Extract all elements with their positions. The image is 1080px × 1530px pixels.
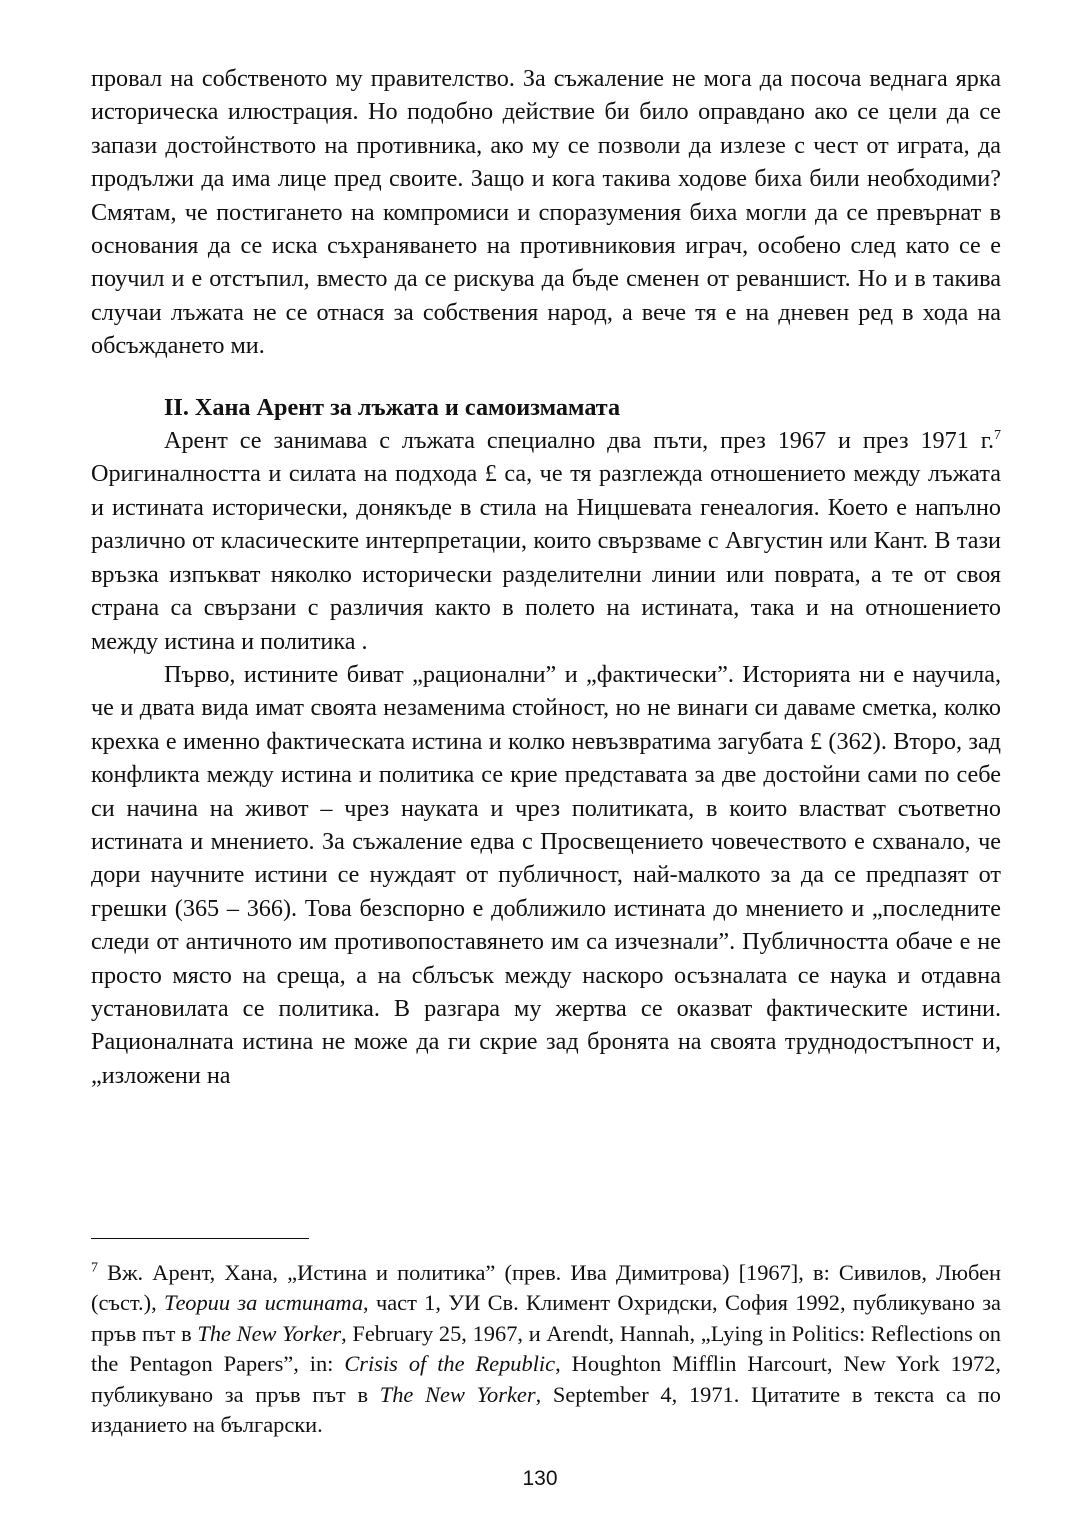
footnote-body (91, 1260, 1001, 1437)
paragraph-2-rest: Оригиналността и силата на подхода £ са, че тя разглежда отношението между лъжата и истината исторически, донякъде в стила на Ницшевата генеалогия. Което е напълно различно от класическите интерпретации, които свързваме с Августин или Кант. В тази връзка изпъкват няколко исторически разделителни линии или поврата, а те от своя страна са свързани с различия както в полето на истината, така и на отношението между истина и политика . (91, 460, 1001, 655)
footnote-title-1: Теории за истината (163, 1290, 364, 1316)
page-number: 130 (522, 1467, 558, 1490)
footnote-title-4: The New Yorker (379, 1381, 536, 1407)
footnote-text-4: , Houghton Mifflin Harcourt, New York 1972, публикувано за пръв път в (91, 1351, 1001, 1407)
footnote-number: 7 (91, 1260, 98, 1276)
paragraph-3: Първо, истините биват „рационални” и „фактически”. Историята ни е научила, че и двата вида имат своята незаменима стойност, но не винаги си даваме сметка, колко крехка е именно фактическата истина и колко невъзвратима загубата £ (362). Второ, зад конфликта между истина и политика се крие представата за две достойни сами по себе си начина на живот – чрез науката и чрез политиката, в които властват съответно истината и мнението. За съжаление едва с Просвещението човечеството е схванало, че дори научните истини се нуждаят от публичност, най-малкото за да се предпазят от грешки (365 – 366). Това безспорно е доближило истината до мнението и „последните следи от античното им противопоставянето им са изчезнали”. Публичността обаче е не просто място на среща, а на сблъсък между наскоро осъзналата се наука и отдавна установилата се политика. В разгара му жертва се оказват фактическите истини. Рационалната истина не може да ги скрие зад бронята на своята труднодостъпност и, „изложени на (91, 660, 1001, 1089)
paragraph-1: провал на собственото му правителство. За съжаление не мога да посоча веднага ярка историческа илюстрация. Но подобно действие би било оправдано ако се цели да се запази достойнството на противника, ако му се позволи да излезе с чест от играта, да продължи да има лице пред своите. Защо и кога такива ходове биха били необходими? Смятам, че постигането на компромиси и споразумения биха могли да се превърнат в основания да се иска съхраняването на противниковия играч, особено след като се е поучил и е отстъпил, вместо да се рискува да бъде сменен от реваншист. Но и в такива случаи лъжата не се отнася за собствения народ, а вече тя е на дневен ред в хода на обсъждането ми. (91, 65, 1001, 360)
footnote-7 (91, 1258, 1001, 1440)
footnote-separator (91, 1238, 309, 1239)
footnote-text-3: , February 25, 1967, и Arendt, Hannah, „Lying in Politics: Reflections on the Pentagon Papers”, in: (91, 1320, 1001, 1377)
footnote-title-3: Crisis of the Republic (344, 1351, 556, 1377)
paragraph-2-start: Арент се занимава с лъжата специално два пъти, през 1967 и през 1971 г. (164, 427, 994, 455)
footnote-text-5: , September 4, 1971. Цитатите в текста са по изданието на български. (91, 1381, 1001, 1438)
footnote-ref-7[interactable]: 7 (994, 428, 1001, 443)
footnote-text-1: Вж. Арент, Хана, „Истина и политика” (прев. Ива Димитрова) [1967], в: Сивилов, Любен (съст.), (91, 1260, 1001, 1316)
paragraph-2 (91, 424, 1001, 658)
footnote-text-2: , част 1, УИ Св. Климент Охридски, София 1992, публикувано за пръв път в (91, 1290, 1001, 1346)
page-body (91, 62, 1001, 1092)
footnote-title-2: The New Yorker (197, 1320, 342, 1346)
section-heading: II. Хана Арент за лъжата и самоизмамата (164, 393, 621, 421)
